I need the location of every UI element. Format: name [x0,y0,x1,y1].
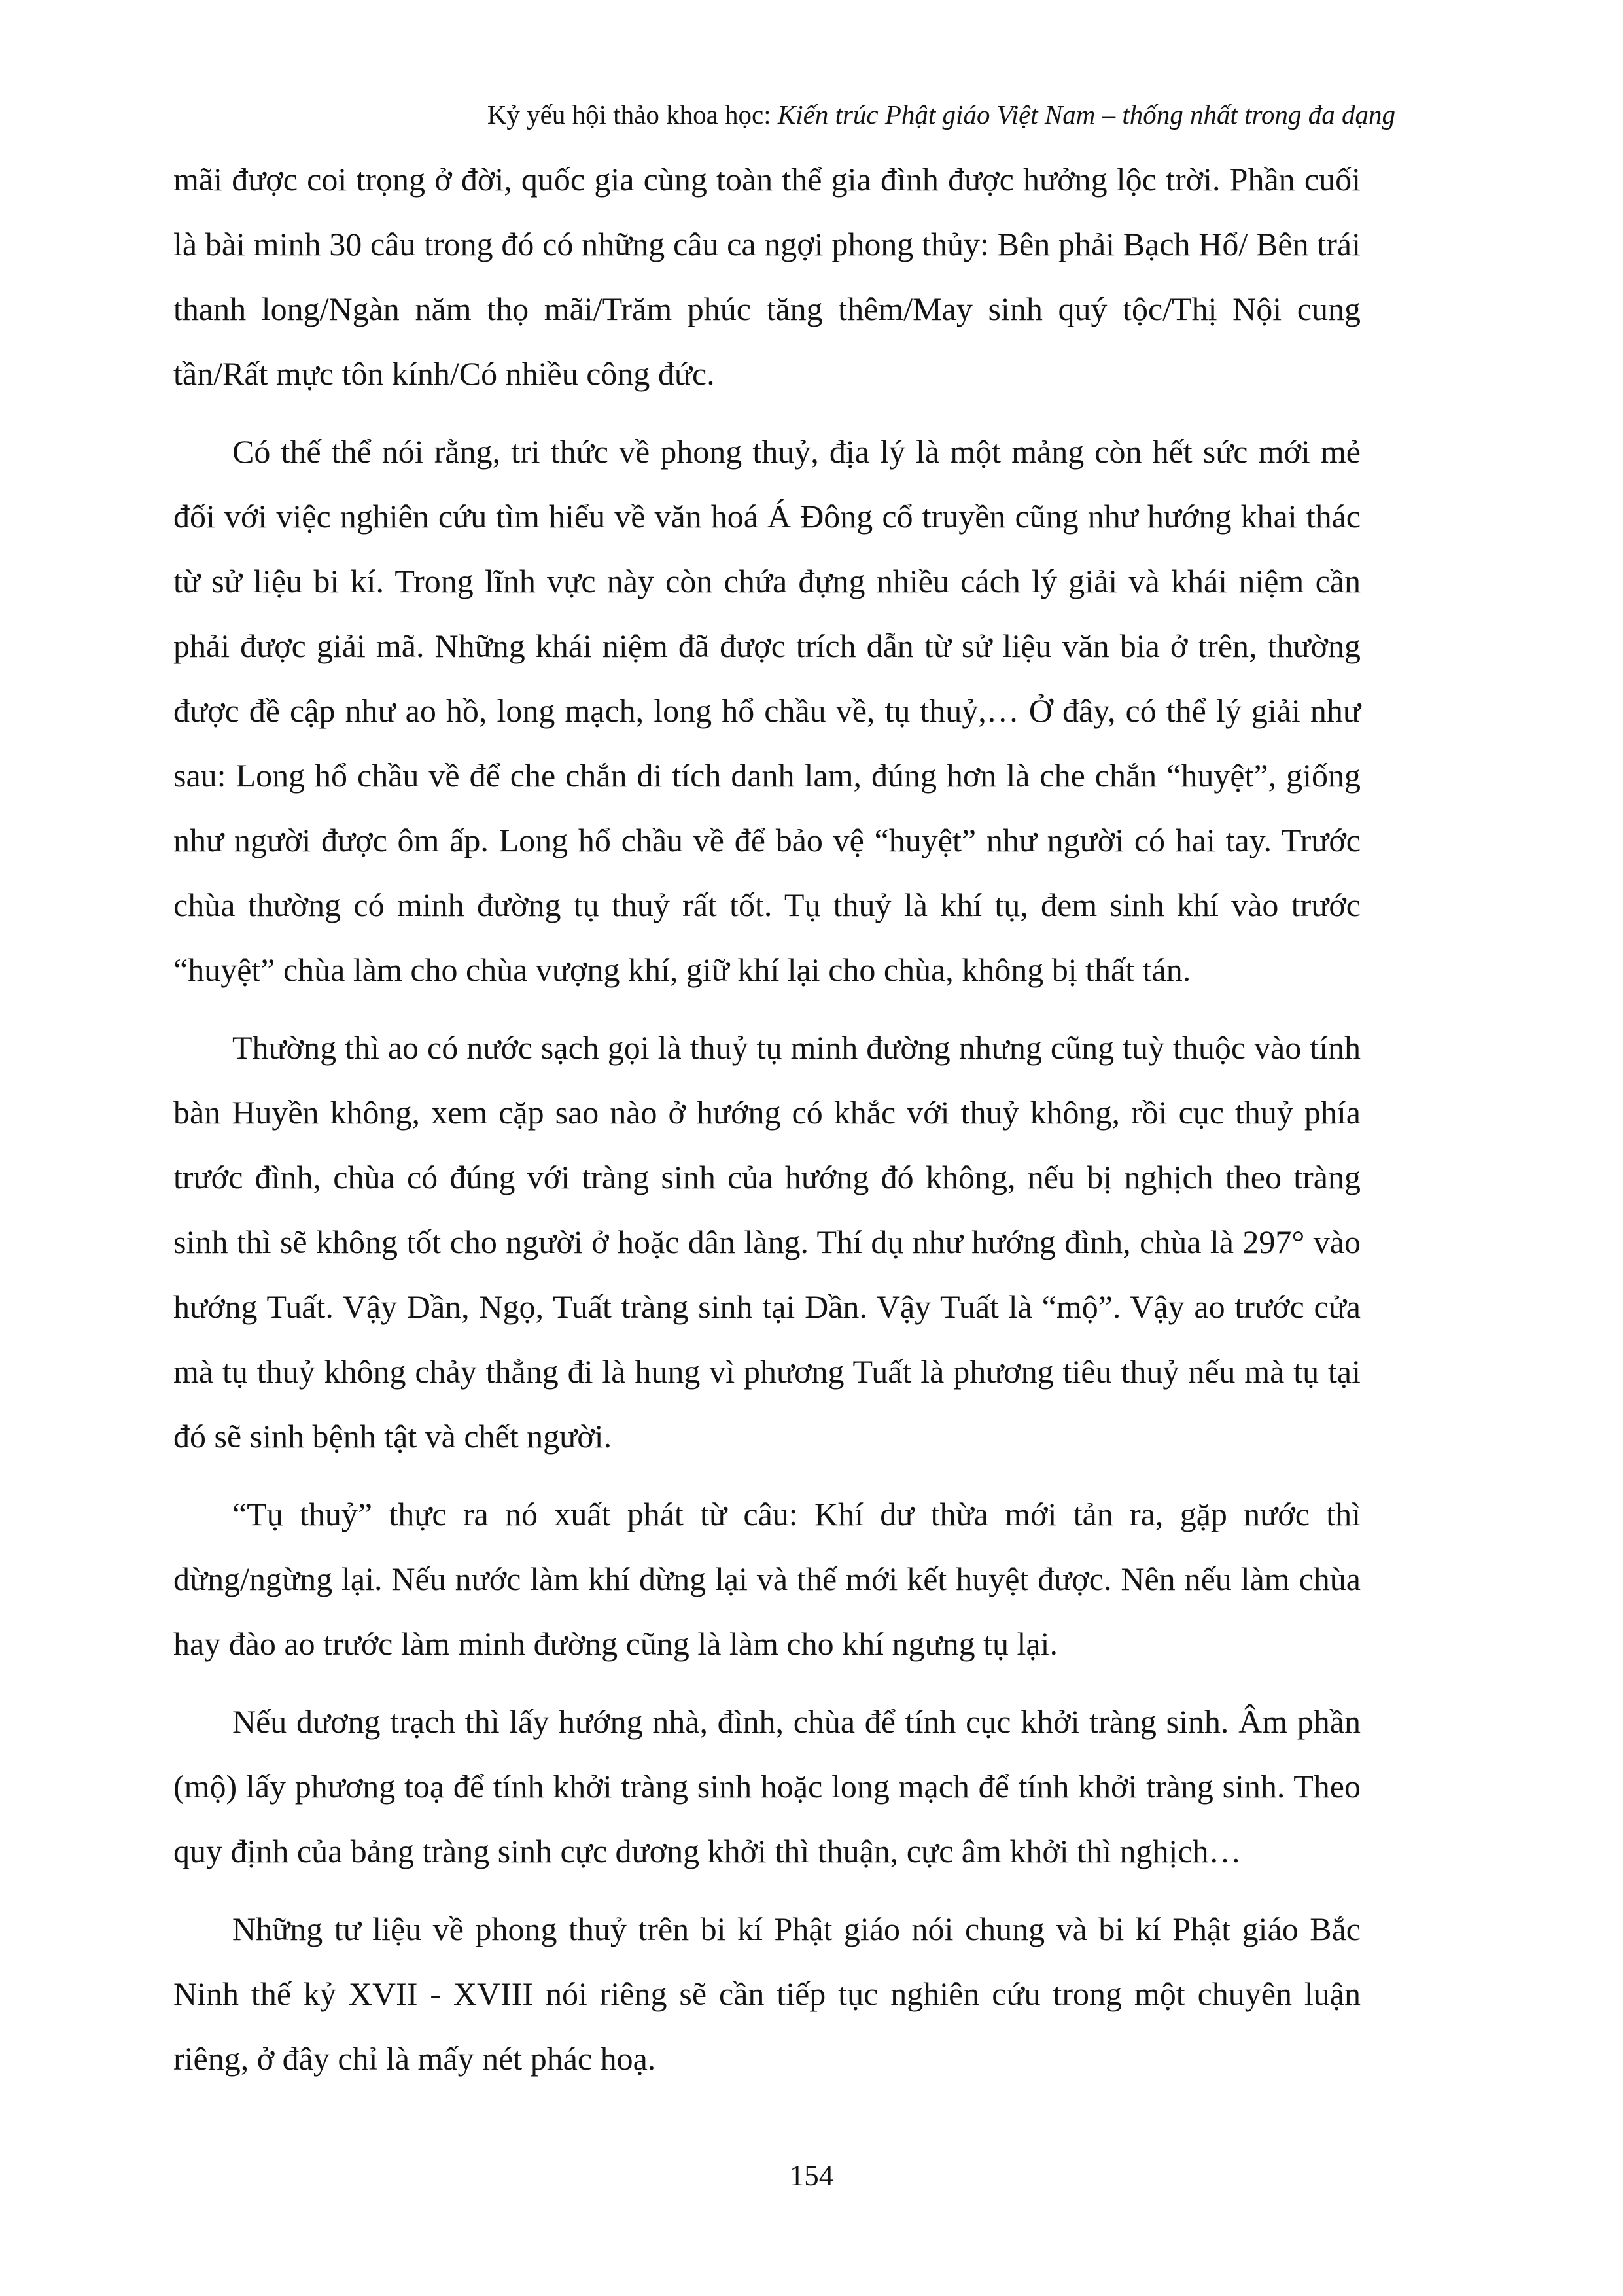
body-text [173,147,1361,2104]
paragraph: Thường thì ao có nước sạch gọi là thuỷ tụ minh đường nhưng cũng tuỳ thuộc vào tính bàn Huyền không, xem cặp sao nào ở hướng có khắc với thuỷ không, rồi cục thuỷ phía trước đình, chùa có đúng với tràng sinh của hướng đó không, nếu bị nghịch theo tràng sinh thì sẽ không tốt cho người ở hoặc dân làng. Thí dụ như hướng đình, chùa là 297° vào hướng Tuất. Vậy Dần, Ngọ, Tuất tràng sinh tại Dần. Vậy Tuất là “mộ”. Vậy ao trước cửa mà tụ thuỷ không chảy thẳng đi là hung vì phương Tuất là phương tiêu thuỷ nếu mà tụ tại đó sẽ sinh bệnh tật và chết người. [173,1029,1361,1455]
header-title: Kiến trúc Phật giáo Việt Nam – thống nhất trong đa dạng [777,99,1395,130]
paragraph: Có thế thể nói rằng, tri thức về phong thuỷ, địa lý là một mảng còn hết sức mới mẻ đối với việc nghiên cứu tìm hiểu về văn hoá Á Đông cổ truyền cũng như hướng khai thác từ sử liệu bi kí. Trong lĩnh vực này còn chứa đựng nhiều cách lý giải và khái niệm cần phải được giải mã. Những khái niệm đã được trích dẫn từ sử liệu văn bia ở trên, thường được đề cập như ao hồ, long mạch, long hổ chầu về, tụ thuỷ,… Ở đây, có thể lý giải như sau: Long hổ chầu về để che chắn di tích danh lam, đúng hơn là che chắn “huyệt”, giống như người được ôm ấp. Long hổ chầu về để bảo vệ “huyệt” như người có hai tay. Trước chùa thường có minh đường tụ thuỷ rất tốt. Tụ thuỷ là khí tụ, đem sinh khí vào trước “huyệt” chùa làm cho chùa vượng khí, giữ khí lại cho chùa, không bị thất tán. [173,433,1361,988]
paragraph: “Tụ thuỷ” thực ra nó xuất phát từ câu: Khí dư thừa mới tản ra, gặp nước thì dừng/ngừng lại. Nếu nước làm khí dừng lại và thế mới kết huyệt được. Nên nếu làm chùa hay đào ao trước làm minh đường cũng là làm cho khí ngưng tụ lại. [173,1496,1361,1662]
running-header [487,98,1395,131]
paragraph: Nếu dương trạch thì lấy hướng nhà, đình, chùa để tính cục khởi tràng sinh. Âm phần (mộ) lấy phương toạ để tính khởi tràng sinh hoặc long mạch để tính khởi tràng sinh. Theo quy định của bảng tràng sinh cực dương khởi thì thuận, cực âm khởi thì nghịch… [173,1703,1361,1869]
paragraph-continued: mãi được coi trọng ở đời, quốc gia cùng toàn thể gia đình được hưởng lộc trời. Phần cuối là bài minh 30 câu trong đó có những câu ca ngợi phong thủy: Bên phải Bạch Hổ/ Bên trái thanh long/Ngàn năm thọ mãi/Trăm phúc tăng thêm/May sinh quý tộc/Thị Nội cung tần/Rất mực tôn kính/Có nhiều công đức. [173,161,1361,392]
page-number: 154 [789,2159,834,2192]
paragraph: Những tư liệu về phong thuỷ trên bi kí Phật giáo nói chung và bi kí Phật giáo Bắc Ninh thế kỷ XVII - XVIII nói riêng sẽ cần tiếp tục nghiên cứu trong một chuyên luận riêng, ở đây chỉ là mấy nét phác hoạ. [173,1911,1361,2077]
header-prefix: Kỷ yếu hội thảo khoa học: [487,99,778,130]
